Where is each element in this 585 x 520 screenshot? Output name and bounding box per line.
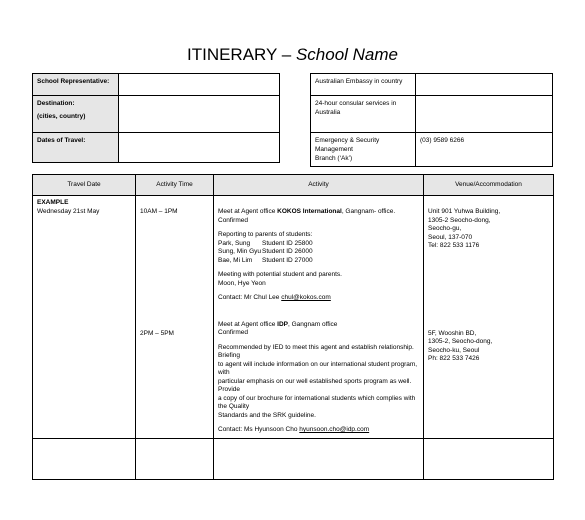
contacts-info-table [310,73,553,167]
entry2-time: 2PM – 5PM [140,329,174,337]
list-item: Park, Sung Student ID 25800 [218,239,313,247]
entry1-venue-5: Tel: 822 533 1176 [428,242,480,249]
empty-venue-cell[interactable] [424,438,554,479]
empty-activity-cell[interactable] [214,438,424,479]
page-title [0,44,585,66]
emergency-row [311,133,553,167]
emergency-label-line2: Branch (‘Ak’) [315,155,353,162]
dates-of-travel-row [33,133,280,163]
entry1-meeting-line2: Moon, Hye Yeon [218,279,266,287]
school-representative-label: School Representative: [33,74,119,96]
entry2-meet: Meet at Agent office IDP, Gangnam office [218,320,338,328]
entry2-venue-2: 1305-2, Seocho-dong, [428,338,493,345]
entry2-agent: IDP [277,320,288,328]
entry1-email-link[interactable]: chul@kokos.com [281,294,331,301]
entry1-time: 10AM – 1PM [140,208,178,215]
destination-value[interactable] [119,96,280,133]
embassy-value[interactable] [416,74,553,96]
destination-label [33,96,119,133]
entry2-recommend-2: to agent will include information on our international student program, with [218,360,418,376]
title-main: ITINERARY – [186,45,296,64]
empty-travel-date-cell[interactable] [33,438,136,479]
embassy-row [311,74,553,96]
entry2-email-link[interactable]: hyunsoon.cho@idp.com [299,426,370,433]
entry2-contact: Contact: Ms Hyunsoon Cho hyunsoon.cho@idp.com [218,426,370,433]
entry1-contact: Contact: Mr Chul Lee chul@kokos.com [218,294,331,301]
entry2-confirmed: Confirmed [218,329,248,336]
header-activity-time: Activity Time [136,175,214,196]
entry2-venue-1: 5F, Wooshin BD, [428,329,477,337]
travel-date-value: Wednesday 21st May [37,207,100,215]
embassy-label: Australian Embassy in country [311,74,416,96]
school-info-table [32,73,280,163]
entry1-meet: Meet at Agent office KOKOS International, Gangnam- office. Confirmed [218,208,396,224]
table-row-empty [33,438,554,479]
header-activity: Activity [214,175,424,196]
header-venue: Venue/Accommodation [424,175,554,196]
emergency-label-line1: Emergency & Security Management [315,137,380,153]
entry1-reporting: Reporting to parents of students: [218,231,313,238]
consular-label: 24-hour consular services in Australia [311,96,416,133]
table-row [33,196,554,439]
dates-of-travel-label: Dates of Travel: [33,133,119,163]
school-representative-row [33,74,280,96]
travel-date-cell[interactable] [33,196,136,439]
consular-value[interactable] [416,96,553,133]
entry1-agent: KOKOS International [277,208,342,215]
entry1-venue-2: 1305-2 Seocho-dong, [428,216,491,224]
itinerary-table [32,174,554,480]
example-label: EXAMPLE [37,199,69,206]
destination-label-line1: Destination: [37,100,75,107]
activity-cell[interactable] [214,196,424,439]
entry2-recommend-5: Standards and the SRK guideline. [218,411,316,419]
consular-row [311,96,553,133]
destination-row [33,96,280,133]
title-school-name: School Name [295,45,399,64]
entry2-venue-3: Seocho-ku, Seoul [428,346,480,354]
entry2-venue-4: Ph: 822 533 7426 [428,355,480,362]
list-item: Sung, Min GyuStudent ID 26000 [218,248,313,255]
table-header-row [33,175,554,196]
list-item: Bae, Mi Lim Student ID 27000 [218,256,313,264]
entry1-venue-4: Seoul, 137-070 [428,233,473,241]
destination-label-line2: (cities, country) [37,113,86,120]
entry2-recommend-3: particular emphasis on our well established sports program as well. Provide [218,377,412,393]
entry1-venue-1: Unit 901 Yuhwa Building, [428,208,501,215]
emergency-label [311,133,416,167]
empty-activity-time-cell[interactable] [136,438,214,479]
entry1-meeting-line1: Meeting with potential student and parents. [218,271,342,278]
entry1-venue-3: Seocho-gu, [428,225,462,232]
school-representative-value[interactable] [119,74,280,96]
header-travel-date: Travel Date [33,175,136,196]
emergency-value[interactable]: (03) 9589 6266 [416,133,553,167]
activity-time-cell[interactable] [136,196,214,439]
entry2-recommend-1: Recommended by IED to meet this agent and establish relationship. Briefing [218,343,414,359]
entry2-recommend-4: a copy of our brochure for international students which complies with the Quality [218,394,416,410]
venue-cell[interactable] [424,196,554,439]
dates-of-travel-value[interactable] [119,133,280,163]
